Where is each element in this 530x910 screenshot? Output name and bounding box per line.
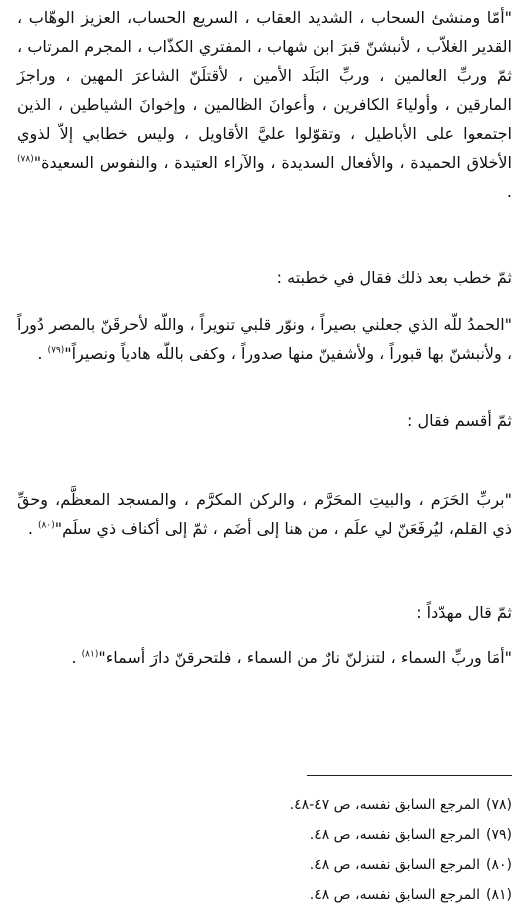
quote-passage-1: "أمّا ومنشئ السحاب ، الشديد العقاب ، السريع الحساب، العزيز الوهّاب ، القدير الغلاّب ، لأنبشنّ قبرَ ابن شهاب ، المفتري الكذّاب ، المجرم المرتاب ، ثمّ وربِّ العالمين ، وربِّ البَلَد الأمين ، لأقتلَنّ الشاعرَ المهين ، وراجزَ المارقين ، وأولياءَ الكافرين ، وأعوانَ الظالمين ، وإخوانَ الشياطين ، الذين اجتمعوا على الأباطيل ، وتقوّلوا عليَّ الأقاويل ، وليس خطابي إلاّ لذوي الأخلاق الحميدة ، والأفعال السديدة ، والآراء العتيدة ، والنفوس السعيدة"$^{(٧٨)}$ .: [17, 8, 512, 201]
footnote-divider: [307, 775, 512, 776]
footnotes-section: [17, 790, 512, 910]
quote-passage-3: "بربِّ الحَرَم ، والبيتِ المحَرَّم ، والركن المكرَّم ، والمسجد المعظَّم، وحقِّ ذي القلم، ليُرفَعَنّ لي علَم ، من هنا إلى أضَم ، ثمّ إلى أكناف ذي سلَم"$^{(٨٠)}$ .: [17, 490, 512, 538]
footnote-number: (٧٨): [486, 797, 512, 813]
quote-passage-4: "أمَا وربِّ السماء ، لتنزلنّ نارٌ من السماء ، فلتحرقنّ دارَ أسماء"$^{(٨١)}$ .: [71, 648, 512, 667]
quote-passage-2: "الحمدُ للّه الذي جعلني بصيراً ، ونوّر قلبي تنويراً ، واللّه لأحرقَنّ بالمصر دُوراً ، ولأنبشنّ بها قبوراً ، ولأشفينّ منها صدوراً ، وكفى باللّه هادياً ونصيراً"$^{(٧٩)}$ .: [17, 315, 512, 363]
footnote-text: المرجع السابق نفسه، ص ٤٨.: [309, 857, 481, 873]
narration-line-1: ثمّ خطب بعد ذلك فقال في خطبته :: [276, 268, 512, 287]
quote-text: "بربِّ الحَرَم ، والبيتِ المحَرَّم ، والركن المكرَّم ، والمسجد المعظَّم، وحقِّ ذي القلم، ليُرفَعَنّ لي علَم ، من هنا إلى أضَم ، ثمّ إلى أكناف ذي سلَم": [17, 490, 512, 538]
footnote-reference: (٧٨): [17, 154, 34, 165]
footnote-item: [17, 820, 512, 850]
footnote-item: [17, 880, 512, 910]
footnote-text: المرجع السابق نفسه، ص ٤٨.: [309, 827, 481, 843]
footnote-number: (٧٩): [486, 827, 512, 843]
footnote-item: [17, 850, 512, 880]
quote-text: "أمَا وربِّ السماء ، لتنزلنّ نارٌ من السماء ، فلتحرقنّ دارَ أسماء": [98, 648, 512, 667]
footnote-number: (٨٠): [486, 857, 512, 873]
footnote-text: المرجع السابق نفسه، ص ٤٨.: [309, 887, 481, 903]
footnote-reference: (٧٩): [47, 345, 65, 356]
narration-line-2: ثمّ أقسم فقال :: [406, 411, 512, 430]
footnote-text: المرجع السابق نفسه، ص ٤٧-٤٨.: [289, 797, 481, 813]
narration-line-3: ثمّ قال مهدّداً :: [416, 603, 512, 622]
footnote-item: [17, 790, 512, 820]
footnote-reference: (٨١): [81, 649, 99, 660]
footnote-number: (٨١): [486, 887, 512, 903]
quote-text: "أمّا ومنشئ السحاب ، الشديد العقاب ، السريع الحساب، العزيز الوهّاب ، القدير الغلاّب ، لأنبشنّ قبرَ ابن شهاب ، المفتري الكذّاب ، المجرم المرتاب ، ثمّ وربِّ العالمين ، وربِّ البَلَد الأمين ، لأقتلَنّ الشاعرَ المهين ، وراجزَ المارقين ، وأولياءَ الكافرين ، وأعوانَ الظالمين ، وإخوانَ الشياطين ، الذين اجتمعوا على الأباطيل ، وتقوّلوا عليَّ الأقاويل ، وليس خطابي إلاّ لذوي الأخلاق الحميدة ، والأفعال السديدة ، والآراء العتيدة ، والنفوس السعيدة": [17, 8, 512, 172]
quote-text: "الحمدُ للّه الذي جعلني بصيراً ، ونوّر قلبي تنويراً ، واللّه لأحرقَنّ بالمصر دُوراً ، ولأنبشنّ بها قبوراً ، ولأشفينّ منها صدوراً ، وكفى باللّه هادياً ونصيراً": [17, 315, 512, 363]
footnote-reference: (٨٠): [38, 520, 55, 531]
